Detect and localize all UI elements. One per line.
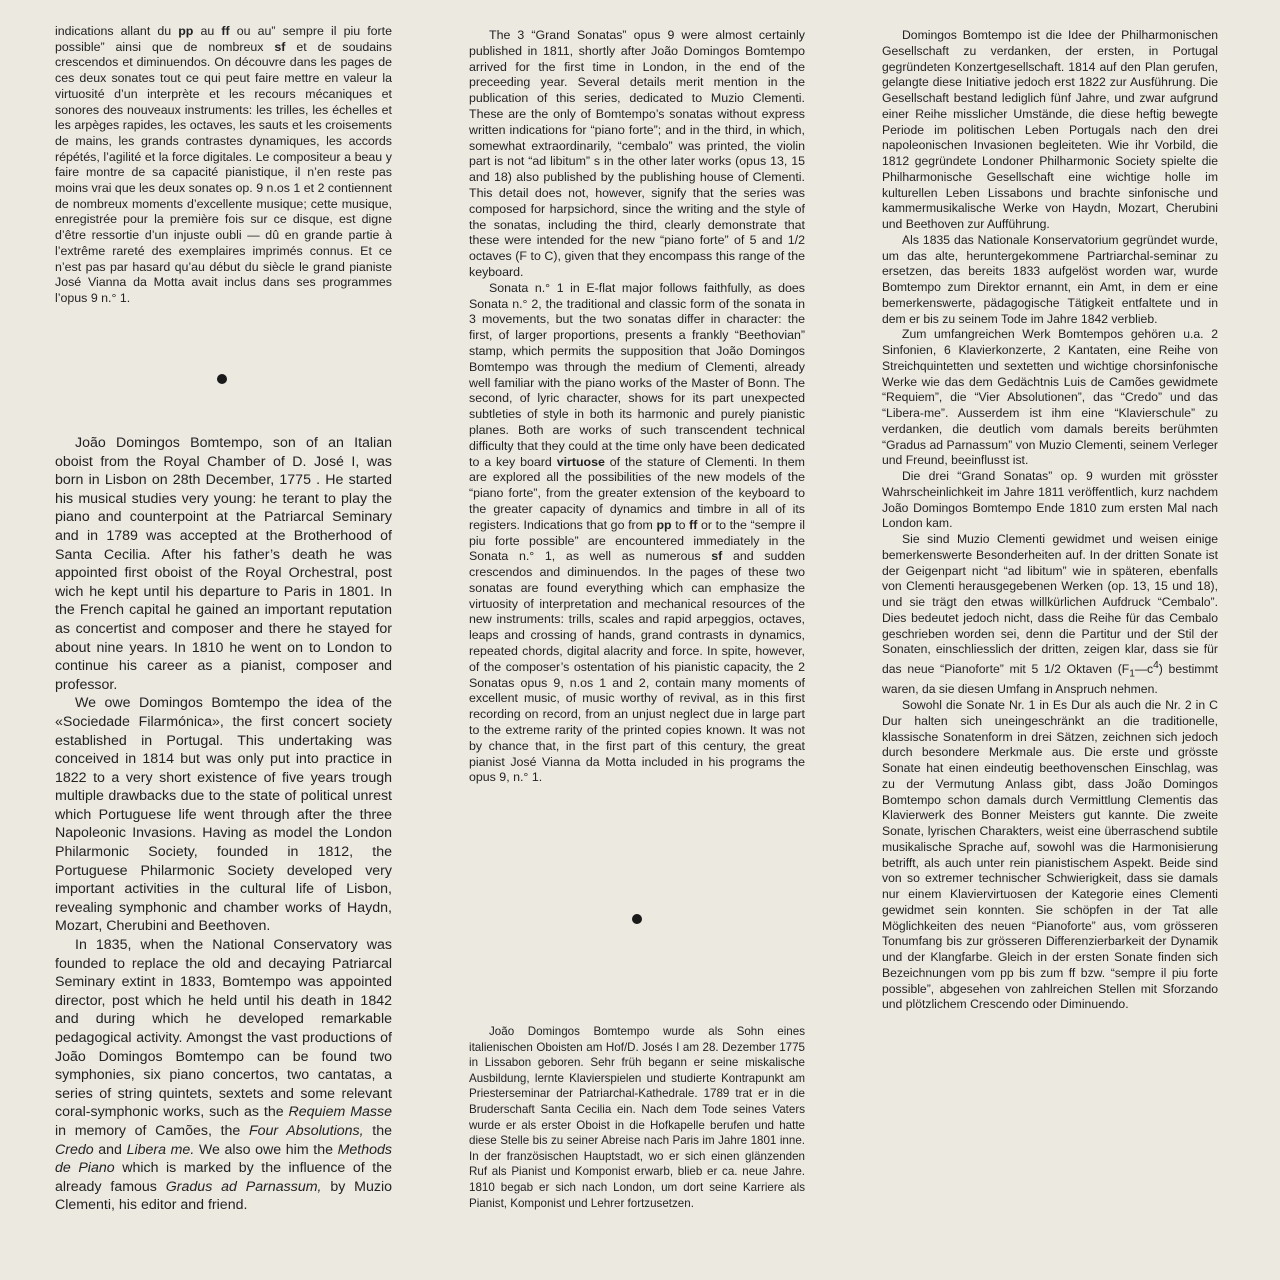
section-divider-bullet: [217, 374, 227, 384]
section-divider-bullet: [632, 914, 642, 924]
german-paragraph: Sie sind Muzio Clementi gewidmet und weisen einige bemerkenswerte Besonderheiten auf. In der dritten Sonate ist der Geigenpart nicht “ad libitum” wie in späteren, ebenfalls von Clementi herausgegebenen Werken (op. 13, 15 und 18), und sie trägt den etwas willkürlichen Aufdruck “Cembalo”. Dies bedeutet jedoch nicht, dass die Reihe für das Cembalo geschrieben worden sei, denn die Partitur und der Stil der Sonaten, einschliesslich der dritten, zeigen klar, dass sie für das neue “Pianoforte” mit 5 1/2 Oktaven $(F_1—c^4)$ bestimmt waren, da sie diesen Umfang in Anspruch nehmen.: [882, 532, 1218, 697]
german-paragraph: Sowohl die Sonate Nr. 1 in Es Dur als auch die Nr. 2 in C Dur halten sich uneingeschränkt an die traditionelle, klassische Sonatenform in drei Sätzen, zeichnen sich jedoch durch besondere Merkmale aus. Die erste und grösste Sonate hat einen eindeutig beethovenschen Einschlag, was zu der Vermutung Anlass gibt, dass João Domingos Bomtempo schon damals durch Vermittlung Clementis das Klavierwerk des Bonner Meisters gut kannte. Die zweite Sonate, lyrischen Charakters, weist eine überraschend subtile musikalische Sprache auf, sowohl was die Harmonisierung betrifft, als auch unter rein pianistischem Aspekt. Beide sind von so extremer technischer Schwierigkeit, dass sie damals nur einem Klaviervirtuosen der Kategorie eines Clementi gewidmet sein konnten. Sie schöpfen in der Tat alle Möglichkeiten des neuen “Pianoforte” aus, vom grösseren Tonumfang bis zur grösseren Differenzierbarkeit der Dynamik und der Klangfarbe. Gleich in der ersten Sonate finden sich Bezeichnungen vom pp bis zum ff bzw. “sempre il piu forte possible”, abgesehen von zahlreichen Stellen mit Sforzando und plötzlichem Crescendo oder Diminuendo.: [882, 698, 1218, 1012]
french-paragraph: indications allant du pp au ff ou au” sempre il piu forte possible” ainsi que de nombreux sf et de soudains crescendos et diminuendos. On découvre dans les pages de ces deux sonates tout ce qui peut faire mettre en valeur la virtuosité d’un interprète et les recours mécaniques et sonores des nouveaux instruments: les trilles, les échelles et les arpèges rapides, les octaves, les sauts et les croisements de mains, les grands contrastes dynamiques, les accords répétés, l’agilité et la force digitales. Le compositeur a beau y faire montre de sa capacité pianistique, il n’en reste pas moins vrai que les deux sonates op. 9 n.os 1 et 2 contiennent de nombreux moments d’excellente musique; cette musique, enregistrée pour la première fois sur ce disque, est digne d’être ressortie d’un injuste oubli — dû en grande partie à l’extrême rareté des exemplaires imprimés connus. Et ce n’est pas par hasard qu’au début du siècle le grand pianiste José Vianna da Motta avait inclus dans ses programmes l’opus 9 n.° 1.: [55, 24, 393, 305]
german-paragraph: Domingos Bomtempo ist die Idee der Philharmonischen Gesellschaft zu verdanken, der ersten, in Portugal gegründeten Konzertgesellschaft. 1814 auf den Plan gerufen, gelangte diese Initiative jedoch erst 1822 zur Ausführung. Die Gesellschaft bestand lediglich fünf Jahre, und zwar aufgrund einer Reihe misslicher Umstände, die diese heftig bewegte Periode im politischen Leben Portugals nach den drei napoleonischen Invasionen begleiteten. Wie ihr Vorbild, die 1812 gegründete Londoner Philharmonic Society spielte die Philharmonische Gesellschaft eine wichtige holle im kulturellen Leben Lissabons und brachte sinfonische und kammermusikalische Werke von Haydn, Mozart, Cherubini und Beethoven zur Aufführung.: [882, 28, 1218, 231]
german-biography-column: [469, 1024, 805, 1211]
german-paragraph: João Domingos Bomtempo wurde als Sohn eines italienischen Oboisten am Hof/D. Josés I am 28. Dezember 1775 in Lissabon geboren. Sehr früh begann er seine miskalische Ausbildung, lernte Klavierspielen und studierte Kontrapunkt am Priesterseminar der Patriarchal-Kathedrale. 1789 trat er in die Bruderschaft Santa Cecilia ein. Nach dem Tode seines Vaters wurde er als erster Oboist in die Hofkapelle berufen und hatte diese Stelle bis zu seiner Abreise nach Paris im Jahre 1801 inne. In der französischen Hauptstadt, wo er sich einen glänzenden Ruf als Pianist und Komponist erwarb, blieb er ca. neue Jahre. 1810 begab er sich nach London, um dort seine Karriere als Pianist, Komponist und Lehrer fortzusetzen.: [469, 1025, 805, 1210]
german-paragraph: Zum umfangreichen Werk Bomtempos gehören u.a. 2 Sinfonien, 6 Klavierkonzerte, 2 Kantaten, eine Reihe von Streichquintetten und sextetten und wichtige chorsinfonische Werke wie das dem Gedächtnis Luis de Camões gewidmete “Requiem”, die “Vier Absolutionen”, das “Credo” und das “Libera-me”. Ausserdem ist ihm eine “Klavierschule” zu verdanken, die deutlich vom damals bereits berühmten “Gradus ad Parnassum” von Muzio Clementi, seinem Verleger und Freund, beeinflusst ist.: [882, 327, 1218, 468]
english-paragraph: We owe Domingos Bomtempo the idea of the «Sociedade Filarmónica», the first concert society established in Portugal. This undertaking was conceived in 1814 but was only put into practice in 1822 to a very short existence of five years trough multiple drawbacks due to the state of political unrest which Portuguese life went through after the three Napoleonic Invasions. Having as model the London Philarmonic Society, founded in 1812, the Portuguese Philarmonic Society developed very important activities in the cultural life of Lisbon, revealing symphonic and chamber works of Haydn, Mozart, Cherubini and Beethoven.: [55, 695, 392, 935]
english-paragraph: In 1835, when the National Conservatory was founded to replace the old and decaying Patriarcal Seminary extint in 1833, Bomtempo was appointed director, post which he held until his death in 1842 and during which he developed remarkable pedagogical activity. Amongst the vast productions of João Domingos Bomtempo can be found two symphonies, six piano concertos, two cantatas, a series of string quintets, sextets and some relevant coral-symphonic works, such as the Requiem Masse in memory of Camões, the Four Absolutions, the Credo and Libera me. We also owe him the Methods de Piano which is marked by the influence of the already famous Gradus ad Parnassum, by Muzio Clementi, his editor and friend.: [55, 937, 393, 1214]
english-biography-column: [55, 434, 392, 1215]
english-paragraph: Sonata n.° 1 in E-flat major follows faithfully, as does Sonata n.° 2, the traditional and classic form of the sonata in 3 movements, but the two sonatas differ in character: the first, of larger proportions, presents a frankly “Beethovian” stamp, which permits the supposition that João Domingos Bomtempo was through the medium of Clementi, already well familiar with the piano works of the Master of Bonn. The second, of lyric character, shows for its part unexpected subtleties of style in both its harmonic and purely pianistic planes. Both are works of such transcendent technical difficulty that they could at the time only have been dedicated to a key board virtuose of the stature of Clementi. In them are explored all the possibilities of the new models of the “piano forte”, from the greater extension of the keyboard to the greater capacity of dynamics and timbre in all of its registers. Indications that go from pp to ff or to the “sempre il piu forte possible” are encountered immediately in the Sonata n.° 1, as well as numerous sf and sudden crescendos and diminuendos. In the pages of these two sonatas are found everything which can emphasize the virtuosity of interpretation and mechanical resources of the new instruments: trills, scales and rapid arpeggios, octaves, leaps and crossing of hands, grand contrasts in dynamics, repeated chords, digital alacrity and force. In spite, however, of the composer’s ostentation of his pianistic capacity, the 2 Sonatas opus 9, n.os 1 and 2, contain many moments of excellent music, of music worthy of revival, as in this first recording on record, from an unjust neglect due in large part to the extreme rarity of the printed copies known. It was not by chance that, in the first part of this century, the great pianist José Vianna da Motta included in his programs the opus 9, n.° 1.: [469, 280, 806, 785]
french-text-column: [55, 24, 392, 307]
english-paragraph: João Domingos Bomtempo, son of an Italian oboist from the Royal Chamber of D. José I, was born in Lisbon on 28th December, 1775 . He started his musical studies very young: he terant to play the piano and counterpoint at the Patriarcal Seminary and in 1789 was accepted at the Brotherhood of Santa Cecilia. After his father’s death he was appointed first oboist of the Royal Orchestral, post wich he kept until his departure to Paris in 1801. In the French capital he gained an important reputation as concertist and composer and there he stayed for about nine years. In 1810 he went on to London to continue his career as a pianist, composer and professor.: [55, 435, 392, 693]
english-paragraph: The 3 “Grand Sonatas” opus 9 were almost certainly published in 1811, shortly after João Domingos Bomtempo arrived for the first time in London, in the end of the preceeding year. Several details merit mention in the publication of this series, dedicated to Muzio Clementi. These are the only of Bomtempo’s sonatas without express written indications for “piano forte”; and in the third, in which, somewhat extraordinarily, “cembalo” was printed, the violin part is not “ad libitum” s in the other later works (opus 13, 15 and 18) also published by the publishing house of Clementi. This detail does not, however, signify that the series was composed for harpsichord, since the writing and the style of the sonatas, including the third, clearly demonstrate that these were intended for the new “piano forte” of 5 and 1/2 octaves (F to C), given that they encompass this range of the keyboard.: [469, 28, 805, 279]
english-sonatas-column: [469, 28, 805, 786]
german-paragraph: Die drei “Grand Sonatas” op. 9 wurden mit grösster Wahrscheinlichkeit im Jahre 1811 veröffentlich, kurz nachdem João Domingos Bomtempo Ende 1810 zum ersten Mal nach London kam.: [882, 469, 1218, 531]
german-paragraph: Als 1835 das Nationale Konservatorium gegründet wurde, um das alte, heruntergekommene Partriarchal-seminar zu ersetzen, das bereits 1833 aufgelöst worden war, wurde Bomtempo zum Direktor ernannt, ein Amt, in dem er eine bemerkenswerte, pädagogische Tätigkeit entfaltete und in dem er bis zu seinem Tode im Jahre 1842 verblieb.: [882, 232, 1218, 326]
german-text-column: [882, 28, 1218, 1013]
